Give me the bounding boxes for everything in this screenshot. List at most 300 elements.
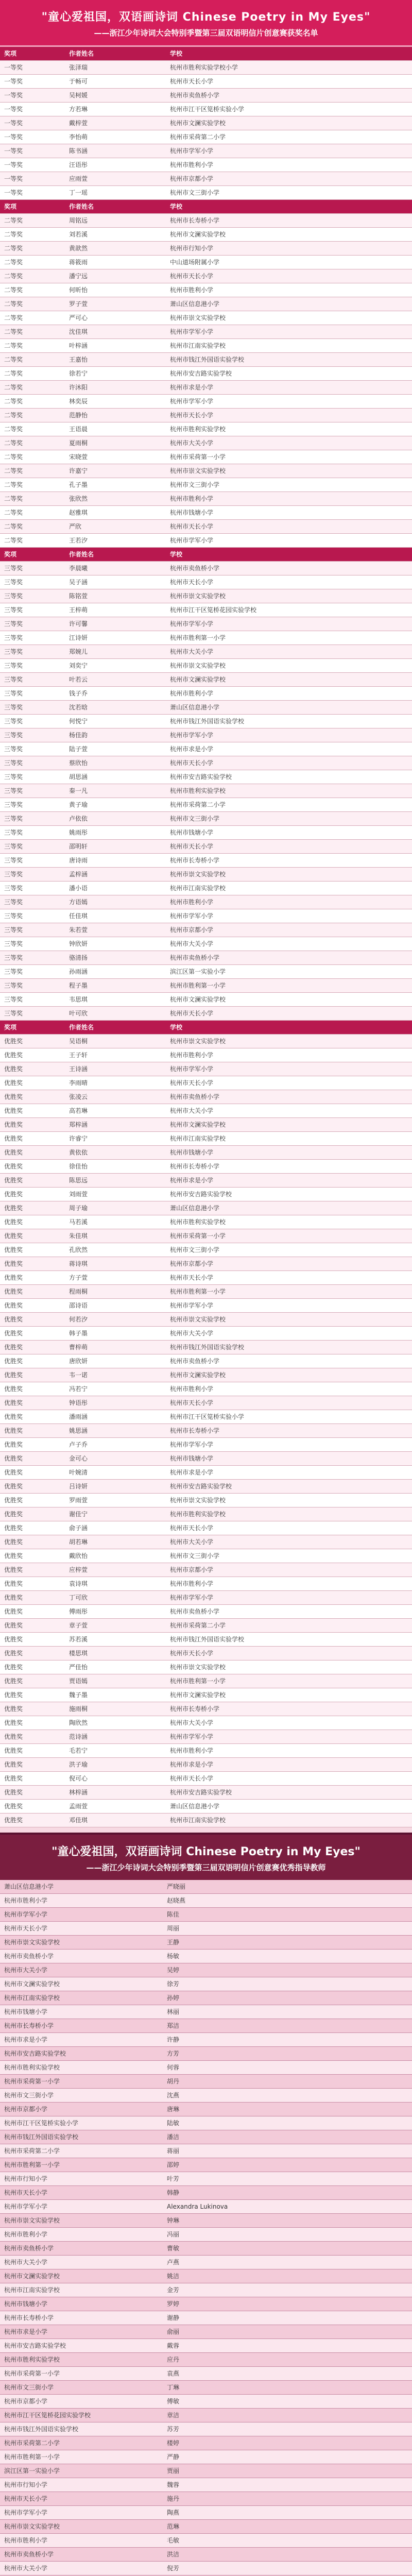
cell-second: 范琳 bbox=[163, 2520, 412, 2534]
cell-award: 三等奖 bbox=[0, 756, 65, 770]
cell-name: 骆清扬 bbox=[65, 951, 166, 965]
table-row bbox=[0, 1800, 412, 1814]
cell-award: 二等奖 bbox=[0, 353, 65, 367]
cell-school: 杭州市卖鱼桥小学 bbox=[166, 89, 412, 103]
cell-name: 方若琳 bbox=[65, 103, 166, 116]
banner-awards bbox=[0, 0, 412, 47]
table-row bbox=[0, 993, 412, 1007]
cell-school: 杭州市崇文实验学校 bbox=[166, 464, 412, 478]
cell-first: 杭州市胜利小学 bbox=[0, 2534, 163, 2548]
cell-school: 杭州市长寿桥小学 bbox=[166, 1424, 412, 1438]
table-row bbox=[0, 631, 412, 645]
cell-name: 韦思琪 bbox=[65, 993, 166, 1007]
cell-award: 优胜奖 bbox=[0, 1104, 65, 1118]
cell-name: 姚思涵 bbox=[65, 1424, 166, 1438]
cell-name: 章子萱 bbox=[65, 1619, 166, 1633]
cell-name: 方语嫣 bbox=[65, 895, 166, 909]
cell-first: 杭州市采荷第二小学 bbox=[0, 2144, 163, 2158]
cell-award: 优胜奖 bbox=[0, 1535, 65, 1549]
cell-award: 三等奖 bbox=[0, 882, 65, 895]
cell-award: 三等奖 bbox=[0, 798, 65, 812]
table-row bbox=[0, 172, 412, 186]
cell-name: 方子萱 bbox=[65, 1271, 166, 1285]
banner-subtitle: ——浙江少年诗词大会特别季暨第三届双语明信片创意赛优秀指导教师 bbox=[86, 1863, 326, 1872]
cell-award: 优胜奖 bbox=[0, 1494, 65, 1507]
cell-school: 杭州市钱江外国语实验学校 bbox=[166, 353, 412, 367]
cell-school: 杭州市大关小学 bbox=[166, 436, 412, 450]
cell-name: 傅雨彤 bbox=[65, 1605, 166, 1619]
cell-second: 谢静 bbox=[163, 2311, 412, 2325]
cell-name: 江诗妍 bbox=[65, 631, 166, 645]
cell-award: 二等奖 bbox=[0, 214, 65, 228]
table-row bbox=[0, 909, 412, 923]
cell-name: 蒋筱雨 bbox=[65, 256, 166, 269]
cell-award: 优胜奖 bbox=[0, 1160, 65, 1174]
cell-name: 洪子瑜 bbox=[65, 1758, 166, 1772]
table-row bbox=[0, 1410, 412, 1424]
cell-award: 三等奖 bbox=[0, 826, 65, 840]
cell-school: 杭州市求是小学 bbox=[166, 1758, 412, 1772]
cell-second: 严静 bbox=[163, 2450, 412, 2464]
cell-award: 优胜奖 bbox=[0, 1619, 65, 1633]
cell-award: 优胜奖 bbox=[0, 1299, 65, 1313]
cell-award: 二等奖 bbox=[0, 339, 65, 353]
cell-award: 优胜奖 bbox=[0, 1048, 65, 1062]
cell-school: 杭州市文澜实验学校 bbox=[166, 993, 412, 1007]
cell-second: 蒋丽 bbox=[163, 2144, 412, 2158]
cell-name: 孙雨涵 bbox=[65, 965, 166, 979]
cell-second: 卢燕 bbox=[163, 2256, 412, 2269]
cell-school: 杭州市胜利第一小学 bbox=[166, 631, 412, 645]
table-row bbox=[0, 1048, 412, 1062]
table-row bbox=[0, 409, 412, 422]
cell-school: 杭州市大关小学 bbox=[166, 1104, 412, 1118]
cell-award: 二等奖 bbox=[0, 450, 65, 464]
cell-first: 滨江区第一实验小学 bbox=[0, 2464, 163, 2478]
cell-school: 杭州市采荷第二小学 bbox=[166, 798, 412, 812]
table-row bbox=[0, 2200, 412, 2214]
cell-name: 谢佳宁 bbox=[65, 1507, 166, 1521]
cell-first: 杭州市钱塘小学 bbox=[0, 2297, 163, 2311]
table-row bbox=[0, 2089, 412, 2103]
cell-first: 杭州市采荷第二小学 bbox=[0, 2436, 163, 2450]
teachers-table bbox=[0, 1880, 412, 2576]
table-row bbox=[0, 2562, 412, 2575]
cell-award: 优胜奖 bbox=[0, 1577, 65, 1591]
cell-name: 何若汐 bbox=[65, 1313, 166, 1327]
table-row bbox=[0, 1354, 412, 1368]
header-school: 学校 bbox=[166, 200, 412, 214]
table-row bbox=[0, 645, 412, 659]
excellence-prize-table bbox=[0, 1021, 412, 1827]
cell-name: 毛若宁 bbox=[65, 1744, 166, 1758]
cell-award: 三等奖 bbox=[0, 812, 65, 826]
cell-school: 杭州市天长小学 bbox=[166, 1772, 412, 1786]
table-row bbox=[0, 464, 412, 478]
cell-school: 杭州市文澜实验学校 bbox=[166, 116, 412, 130]
cell-name: 程子墨 bbox=[65, 979, 166, 993]
cell-name: 丁可欣 bbox=[65, 1591, 166, 1605]
cell-first: 杭州市采荷第一小学 bbox=[0, 2075, 163, 2089]
cell-school: 杭州市学军小学 bbox=[166, 1591, 412, 1605]
table-row bbox=[0, 1908, 412, 1922]
cell-award: 三等奖 bbox=[0, 840, 65, 854]
table-row bbox=[0, 2228, 412, 2242]
cell-name: 李怡萌 bbox=[65, 130, 166, 144]
cell-award: 一等奖 bbox=[0, 103, 65, 116]
cell-school: 杭州市学军小学 bbox=[166, 617, 412, 631]
cell-school: 杭州市文澜实验学校 bbox=[166, 1368, 412, 1382]
table-row bbox=[0, 89, 412, 103]
cell-award: 三等奖 bbox=[0, 603, 65, 617]
cell-name: 王嘉怡 bbox=[65, 353, 166, 367]
table-row bbox=[0, 2506, 412, 2520]
cell-name: 何昕怡 bbox=[65, 283, 166, 297]
cell-school: 杭州市江南实验学校 bbox=[166, 1132, 412, 1146]
table-row bbox=[0, 1772, 412, 1786]
cell-school: 杭州市天长小学 bbox=[166, 1521, 412, 1535]
cell-name: 陈铭萱 bbox=[65, 589, 166, 603]
cell-name: 丁一瑶 bbox=[65, 186, 166, 200]
cell-school: 杭州市安吉路实验学校 bbox=[166, 1188, 412, 1201]
cell-first: 杭州市京都小学 bbox=[0, 2103, 163, 2116]
cell-name: 秦一凡 bbox=[65, 784, 166, 798]
cell-school: 杭州市采荷第二小学 bbox=[166, 1619, 412, 1633]
cell-school: 杭州市文澜实验学校 bbox=[166, 673, 412, 687]
cell-school: 杭州市崇文实验学校 bbox=[166, 1035, 412, 1048]
table-row bbox=[0, 450, 412, 464]
table-row bbox=[0, 1507, 412, 1521]
cell-name: 潘雨涵 bbox=[65, 1410, 166, 1424]
cell-award: 一等奖 bbox=[0, 61, 65, 75]
table-row bbox=[0, 339, 412, 353]
cell-school: 杭州市长寿桥小学 bbox=[166, 1702, 412, 1716]
cell-award: 优胜奖 bbox=[0, 1563, 65, 1577]
cell-award: 二等奖 bbox=[0, 256, 65, 269]
cell-school: 杭州市天长小学 bbox=[166, 1647, 412, 1660]
table-row bbox=[0, 701, 412, 715]
table-row bbox=[0, 2422, 412, 2436]
table-row bbox=[0, 1619, 412, 1633]
table-row bbox=[0, 2464, 412, 2478]
cell-school: 滨江区第一实验小学 bbox=[166, 965, 412, 979]
cell-award: 优胜奖 bbox=[0, 1132, 65, 1146]
cell-award: 二等奖 bbox=[0, 492, 65, 506]
cell-school: 杭州市京都小学 bbox=[166, 1257, 412, 1271]
cell-name: 楼思琪 bbox=[65, 1647, 166, 1660]
cell-award: 二等奖 bbox=[0, 269, 65, 283]
cell-first: 杭州市安吉路实验学校 bbox=[0, 2047, 163, 2061]
table-row bbox=[0, 2381, 412, 2395]
cell-award: 优胜奖 bbox=[0, 1215, 65, 1229]
cell-school: 杭州市文澜实验学校 bbox=[166, 1118, 412, 1132]
table-row bbox=[0, 1341, 412, 1354]
cell-name: 朱若萱 bbox=[65, 923, 166, 937]
cell-name: 钟欣妍 bbox=[65, 937, 166, 951]
table-row bbox=[0, 1229, 412, 1243]
table-row bbox=[0, 1327, 412, 1341]
cell-award: 三等奖 bbox=[0, 575, 65, 589]
cell-school: 杭州市学军小学 bbox=[166, 909, 412, 923]
cell-school: 中山道场附属小学 bbox=[166, 256, 412, 269]
cell-second: 吴婷 bbox=[163, 1963, 412, 1977]
table-row bbox=[0, 1313, 412, 1327]
cell-school: 杭州市文澜实验学校 bbox=[166, 228, 412, 242]
cell-name: 沈若晗 bbox=[65, 701, 166, 715]
cell-first: 杭州市求是小学 bbox=[0, 2325, 163, 2339]
cell-school: 杭州市采荷第二小学 bbox=[166, 130, 412, 144]
cell-school: 杭州市学军小学 bbox=[166, 1730, 412, 1744]
cell-school: 杭州市胜利小学 bbox=[166, 895, 412, 909]
cell-award: 一等奖 bbox=[0, 158, 65, 172]
cell-award: 三等奖 bbox=[0, 659, 65, 673]
cell-name: 孔子墨 bbox=[65, 478, 166, 492]
cell-award: 优胜奖 bbox=[0, 1146, 65, 1160]
cell-second: 俞丽 bbox=[163, 2325, 412, 2339]
cell-award: 优胜奖 bbox=[0, 1786, 65, 1800]
cell-second: 叶芳 bbox=[163, 2172, 412, 2186]
table-row bbox=[0, 687, 412, 701]
cell-award: 二等奖 bbox=[0, 534, 65, 548]
table-row bbox=[0, 2409, 412, 2422]
cell-second: 倪芳 bbox=[163, 2562, 412, 2575]
cell-name: 刘雨萱 bbox=[65, 1188, 166, 1201]
cell-award: 三等奖 bbox=[0, 923, 65, 937]
cell-name: 叶梓涵 bbox=[65, 339, 166, 353]
cell-name: 施雨桐 bbox=[65, 1702, 166, 1716]
table-row bbox=[0, 395, 412, 409]
cell-school: 杭州市学军小学 bbox=[166, 395, 412, 409]
cell-award: 优胜奖 bbox=[0, 1368, 65, 1382]
cell-second: 严晓丽 bbox=[163, 1880, 412, 1894]
cell-name: 戴梓萱 bbox=[65, 116, 166, 130]
banner-title: "童心爱祖国，双语画诗词 Chinese Poetry in My Eyes" bbox=[41, 11, 371, 24]
table-row bbox=[0, 2520, 412, 2534]
cell-school: 杭州市天长小学 bbox=[166, 1076, 412, 1090]
cell-school: 杭州市江干区笕桥实验小学 bbox=[166, 103, 412, 116]
cell-school: 杭州市钱塘小学 bbox=[166, 1452, 412, 1466]
table-row bbox=[0, 1396, 412, 1410]
cell-name: 宋晓萱 bbox=[65, 450, 166, 464]
cell-award: 优胜奖 bbox=[0, 1633, 65, 1647]
cell-first: 杭州市江干区笕桥实验小学 bbox=[0, 2116, 163, 2130]
cell-award: 三等奖 bbox=[0, 895, 65, 909]
cell-second: 洪洁 bbox=[163, 2548, 412, 2562]
cell-award: 优胜奖 bbox=[0, 1035, 65, 1048]
cell-second: 周丽 bbox=[163, 1922, 412, 1936]
table-row bbox=[0, 2256, 412, 2269]
table-row bbox=[0, 2297, 412, 2311]
cell-name: 刘奕宁 bbox=[65, 659, 166, 673]
cell-name: 苏若溪 bbox=[65, 1633, 166, 1647]
table-row bbox=[0, 2186, 412, 2200]
cell-school: 杭州市钱江外国语实验学校 bbox=[166, 1341, 412, 1354]
header-award: 奖项 bbox=[0, 47, 65, 61]
table-row bbox=[0, 1605, 412, 1619]
cell-second: 何蓉 bbox=[163, 2061, 412, 2075]
cell-award: 优胜奖 bbox=[0, 1549, 65, 1563]
cell-name: 沈佳琪 bbox=[65, 325, 166, 339]
cell-award: 优胜奖 bbox=[0, 1118, 65, 1132]
table-row bbox=[0, 2158, 412, 2172]
cell-name: 马若溪 bbox=[65, 1215, 166, 1229]
cell-school: 杭州市天长小学 bbox=[166, 840, 412, 854]
table-row bbox=[0, 1963, 412, 1977]
cell-name: 赵雅琪 bbox=[65, 506, 166, 520]
table-row bbox=[0, 1591, 412, 1605]
cell-school: 杭州市钱江外国语实验学校 bbox=[166, 1633, 412, 1647]
cell-award: 优胜奖 bbox=[0, 1772, 65, 1786]
table-row bbox=[0, 812, 412, 826]
cell-school: 杭州市大关小学 bbox=[166, 1327, 412, 1341]
cell-school: 杭州市胜利小学 bbox=[166, 158, 412, 172]
cell-name: 周子瑜 bbox=[65, 1201, 166, 1215]
cell-name: 陶欣然 bbox=[65, 1716, 166, 1730]
cell-first: 杭州市崇文实验学校 bbox=[0, 2214, 163, 2228]
cell-school: 杭州市崇文实验学校 bbox=[166, 311, 412, 325]
cell-first: 杭州市文三街小学 bbox=[0, 2381, 163, 2395]
table-row bbox=[0, 158, 412, 172]
cell-school: 杭州市学军小学 bbox=[166, 1299, 412, 1313]
cell-award: 一等奖 bbox=[0, 186, 65, 200]
table-row bbox=[0, 1494, 412, 1507]
cell-name: 何悦宁 bbox=[65, 715, 166, 728]
cell-name: 叶可欣 bbox=[65, 1007, 166, 1021]
header-name: 作者姓名 bbox=[65, 1021, 166, 1035]
table-row bbox=[0, 1062, 412, 1076]
cell-school: 杭州市求是小学 bbox=[166, 381, 412, 395]
table-row bbox=[0, 130, 412, 144]
cell-second: 罗婷 bbox=[163, 2297, 412, 2311]
cell-school: 杭州市崇文实验学校 bbox=[166, 659, 412, 673]
cell-school: 杭州市胜利实验学校 bbox=[166, 784, 412, 798]
cell-name: 韩子墨 bbox=[65, 1327, 166, 1341]
cell-school: 杭州市胜利小学 bbox=[166, 492, 412, 506]
cell-award: 三等奖 bbox=[0, 687, 65, 701]
cell-award: 三等奖 bbox=[0, 617, 65, 631]
cell-award: 二等奖 bbox=[0, 436, 65, 450]
cell-name: 俞子涵 bbox=[65, 1521, 166, 1535]
table-row bbox=[0, 1007, 412, 1021]
cell-school: 杭州市文三街小学 bbox=[166, 812, 412, 826]
cell-award: 三等奖 bbox=[0, 937, 65, 951]
cell-second: 姚洁 bbox=[163, 2269, 412, 2283]
table-row bbox=[0, 1702, 412, 1716]
cell-name: 戴欣怡 bbox=[65, 1549, 166, 1563]
cell-second: 毛敏 bbox=[163, 2534, 412, 2548]
cell-award: 三等奖 bbox=[0, 784, 65, 798]
table-row bbox=[0, 2478, 412, 2492]
table-row bbox=[0, 937, 412, 951]
cell-award: 优胜奖 bbox=[0, 1702, 65, 1716]
cell-second: 袁燕 bbox=[163, 2367, 412, 2381]
cell-school: 杭州市钱塘小学 bbox=[166, 506, 412, 520]
table-row bbox=[0, 1243, 412, 1257]
cell-school: 杭州市胜利第一小学 bbox=[166, 1674, 412, 1688]
header-award: 奖项 bbox=[0, 1021, 65, 1035]
cell-first: 杭州市天长小学 bbox=[0, 2492, 163, 2506]
table-row bbox=[0, 728, 412, 742]
cell-award: 优胜奖 bbox=[0, 1647, 65, 1660]
table-row bbox=[0, 1160, 412, 1174]
cell-award: 优胜奖 bbox=[0, 1090, 65, 1104]
cell-second: 贾丽 bbox=[163, 2464, 412, 2478]
cell-award: 优胜奖 bbox=[0, 1257, 65, 1271]
cell-school: 杭州市钱江外国语实验学校 bbox=[166, 715, 412, 728]
table-row bbox=[0, 1076, 412, 1090]
cell-second: 陆敏 bbox=[163, 2116, 412, 2130]
cell-school: 杭州市天长小学 bbox=[166, 75, 412, 89]
table-row bbox=[0, 492, 412, 506]
cell-name: 林奕辰 bbox=[65, 395, 166, 409]
table-row bbox=[0, 1950, 412, 1963]
cell-name: 严佳怡 bbox=[65, 1660, 166, 1674]
table-row bbox=[0, 478, 412, 492]
cell-school: 杭州市采荷第一小学 bbox=[166, 1229, 412, 1243]
table-row bbox=[0, 589, 412, 603]
cell-award: 优胜奖 bbox=[0, 1716, 65, 1730]
cell-name: 郑婉儿 bbox=[65, 645, 166, 659]
cell-school: 杭州市文澜实验学校 bbox=[166, 1688, 412, 1702]
cell-award: 一等奖 bbox=[0, 144, 65, 158]
cell-award: 优胜奖 bbox=[0, 1660, 65, 1674]
header-name: 作者姓名 bbox=[65, 200, 166, 214]
table-row bbox=[0, 965, 412, 979]
cell-school: 杭州市江南实验学校 bbox=[166, 882, 412, 895]
cell-name: 徐佳怡 bbox=[65, 1160, 166, 1174]
table-row bbox=[0, 1104, 412, 1118]
second-prize-table bbox=[0, 200, 412, 548]
header-school: 学校 bbox=[166, 548, 412, 562]
cell-first: 杭州市钱江外国语实验学校 bbox=[0, 2422, 163, 2436]
cell-award: 三等奖 bbox=[0, 770, 65, 784]
cell-award: 优胜奖 bbox=[0, 1744, 65, 1758]
cell-second: 苏芳 bbox=[163, 2422, 412, 2436]
cell-award: 优胜奖 bbox=[0, 1674, 65, 1688]
cell-award: 优胜奖 bbox=[0, 1591, 65, 1605]
cell-school: 萧山区信息港小学 bbox=[166, 1201, 412, 1215]
cell-school: 杭州市学军小学 bbox=[166, 534, 412, 548]
banner-title: "童心爱祖国，双语画诗词 Chinese Poetry in My Eyes" bbox=[52, 1845, 360, 1858]
banner-subtitle: ——浙江少年诗词大会特别季暨第三届双语明信片创意赛获奖名单 bbox=[94, 28, 318, 38]
cell-award: 优胜奖 bbox=[0, 1452, 65, 1466]
cell-name: 倪可心 bbox=[65, 1772, 166, 1786]
cell-name: 罗雨萱 bbox=[65, 1494, 166, 1507]
cell-name: 许嘉宁 bbox=[65, 464, 166, 478]
cell-second: Alexandra Lukinova bbox=[163, 2200, 412, 2214]
cell-award: 二等奖 bbox=[0, 478, 65, 492]
cell-first: 杭州市钱塘小学 bbox=[0, 2005, 163, 2019]
cell-award: 优胜奖 bbox=[0, 1382, 65, 1396]
table-row bbox=[0, 1535, 412, 1549]
cell-award: 优胜奖 bbox=[0, 1174, 65, 1188]
cell-second: 施丹 bbox=[163, 2492, 412, 2506]
cell-award: 一等奖 bbox=[0, 89, 65, 103]
cell-name: 吴语桐 bbox=[65, 1035, 166, 1048]
cell-award: 二等奖 bbox=[0, 311, 65, 325]
cell-school: 杭州市大关小学 bbox=[166, 645, 412, 659]
table-row bbox=[0, 1977, 412, 1991]
cell-second: 丁琳 bbox=[163, 2381, 412, 2395]
table-row bbox=[0, 520, 412, 534]
table-row bbox=[0, 2339, 412, 2353]
cell-name: 陆子萱 bbox=[65, 742, 166, 756]
cell-award: 优胜奖 bbox=[0, 1271, 65, 1285]
cell-school: 杭州市求是小学 bbox=[166, 1174, 412, 1188]
table-row bbox=[0, 770, 412, 784]
cell-school: 杭州市京都小学 bbox=[166, 1563, 412, 1577]
cell-name: 许可馨 bbox=[65, 617, 166, 631]
